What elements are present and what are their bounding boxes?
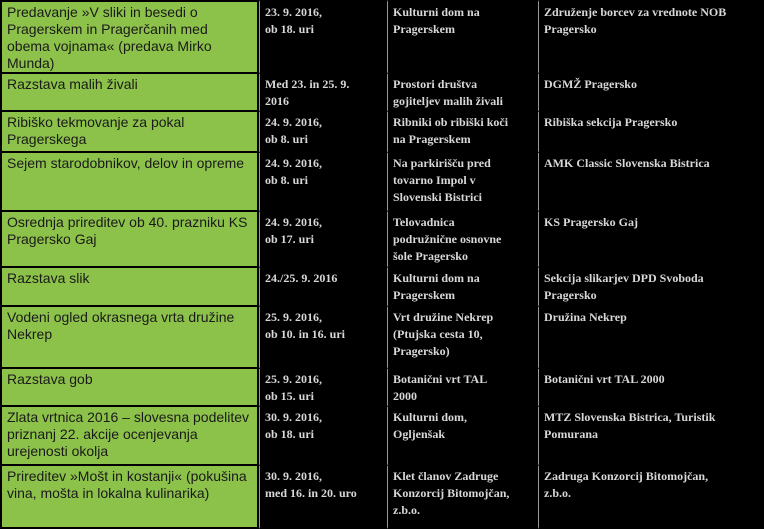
event-name: Zlata vrtnica 2016 – slovesna podelitev priznanj 22. akcije ocenjevanja urejenosti okolja — [7, 409, 250, 459]
event-location: Kulturni dom, Ogljenšak — [393, 410, 468, 441]
event-location: Prostori društva gojiteljev malih živali — [393, 77, 503, 108]
event-cell — [0, 307, 259, 369]
event-organizer: Ribiška sekcija Pragersko — [544, 115, 678, 129]
event-location: Vrt družine Nekrep (Ptujska cesta 10, Pragersko) — [393, 310, 494, 358]
event-date: 24. 9. 2016, ob 17. uri — [265, 215, 322, 246]
date-cell — [259, 112, 387, 153]
organizer-cell — [538, 407, 764, 466]
event-location: Botanični vrt TAL 2000 — [393, 372, 488, 403]
event-location: Na parkirišču pred tovarno Impol v Slovenski Bistrici — [393, 156, 491, 204]
table-row — [0, 0, 764, 74]
date-cell — [259, 268, 387, 307]
event-date: 25. 9. 2016, ob 10. in 16. uri — [265, 310, 346, 341]
table-row — [0, 112, 764, 153]
event-date: 30. 9. 2016, med 16. in 20. uro — [265, 469, 357, 500]
event-organizer: DGMŽ Pragersko — [544, 77, 637, 91]
date-cell — [259, 466, 387, 529]
location-cell — [387, 0, 538, 74]
date-cell — [259, 212, 387, 268]
date-cell — [259, 369, 387, 407]
event-name: Ribiško tekmovanje za pokal Pragerskega — [7, 114, 185, 147]
table-row — [0, 74, 764, 112]
organizer-cell — [538, 466, 764, 529]
event-date: Med 23. in 25. 9. 2016 — [265, 77, 350, 108]
event-name: Predavanje »V sliki in besedi o Pragerskem in Pragerčanih med obema vojnama« (predava Mirko Munda) — [7, 4, 212, 71]
organizer-cell — [538, 153, 764, 212]
event-name: Sejem starodobnikov, delov in opreme — [7, 155, 245, 171]
event-date: 25. 9. 2016, ob 15. uri — [265, 372, 322, 403]
location-cell — [387, 407, 538, 466]
date-cell — [259, 307, 387, 369]
event-date: 30. 9. 2016, ob 18. uri — [265, 410, 322, 441]
event-cell — [0, 112, 259, 153]
event-cell — [0, 0, 259, 74]
event-cell — [0, 407, 259, 466]
event-date: 24./25. 9. 2016 — [265, 271, 338, 285]
event-name: Razstava gob — [7, 371, 93, 387]
event-date: 24. 9. 2016, ob 8. uri — [265, 115, 322, 146]
table-row — [0, 466, 764, 529]
location-cell — [387, 466, 538, 529]
organizer-cell — [538, 369, 764, 407]
location-cell — [387, 268, 538, 307]
event-cell — [0, 466, 259, 529]
event-organizer: Zadruga Konzorcij Bitomojčan, z.b.o. — [544, 469, 709, 500]
event-location: Kulturni dom na Pragerskem — [393, 271, 480, 302]
event-organizer: Sekcija slikarjev DPD Svoboda Pragersko — [544, 271, 704, 302]
location-cell — [387, 112, 538, 153]
event-name: Prireditev »Mošt in kostanji« (pokušina vina, mošta in lokalna kulinarika) — [7, 468, 247, 501]
organizer-cell — [538, 112, 764, 153]
date-cell — [259, 153, 387, 212]
location-cell — [387, 74, 538, 112]
event-organizer: AMK Classic Slovenska Bistrica — [544, 156, 710, 170]
organizer-cell — [538, 0, 764, 74]
table-row — [0, 268, 764, 307]
date-cell — [259, 407, 387, 466]
location-cell — [387, 307, 538, 369]
organizer-cell — [538, 212, 764, 268]
organizer-cell — [538, 307, 764, 369]
event-location: Ribniki ob ribiški koči na Pragerskem — [393, 115, 509, 146]
location-cell — [387, 369, 538, 407]
event-cell — [0, 212, 259, 268]
event-name: Vodeni ogled okrasnega vrta družine Nekrep — [7, 309, 235, 342]
organizer-cell — [538, 268, 764, 307]
event-organizer: Združenje borcev za vrednote NOB Pragersko — [544, 5, 727, 36]
location-cell — [387, 212, 538, 268]
event-cell — [0, 74, 259, 112]
event-location: Telovadnica podružnične osnovne šole Pragersko — [393, 215, 502, 263]
table-row — [0, 407, 764, 466]
event-location: Kulturni dom na Pragerskem — [393, 5, 480, 36]
event-name: Osrednja prireditev ob 40. prazniku KS Pragersko Gaj — [7, 214, 248, 247]
event-name: Razstava malih živali — [7, 76, 138, 92]
location-cell — [387, 153, 538, 212]
event-cell — [0, 369, 259, 407]
event-cell — [0, 153, 259, 212]
table-row — [0, 212, 764, 268]
table-row — [0, 153, 764, 212]
table-row — [0, 307, 764, 369]
event-organizer: Družina Nekrep — [544, 310, 627, 324]
date-cell — [259, 0, 387, 74]
event-organizer: MTZ Slovenska Bistrica, Turistik Pomurana — [544, 410, 716, 441]
event-cell — [0, 268, 259, 307]
table-row — [0, 369, 764, 407]
event-organizer: KS Pragersko Gaj — [544, 215, 638, 229]
event-organizer: Botanični vrt TAL 2000 — [544, 372, 665, 386]
event-name: Razstava slik — [7, 270, 90, 286]
organizer-cell — [538, 74, 764, 112]
event-location: Klet članov Zadruge Konzorcij Bitomojčan, z.b.o. — [393, 469, 510, 517]
event-date: 23. 9. 2016, ob 18. uri — [265, 5, 322, 36]
event-date: 24. 9. 2016, ob 8. uri — [265, 156, 322, 187]
date-cell — [259, 74, 387, 112]
